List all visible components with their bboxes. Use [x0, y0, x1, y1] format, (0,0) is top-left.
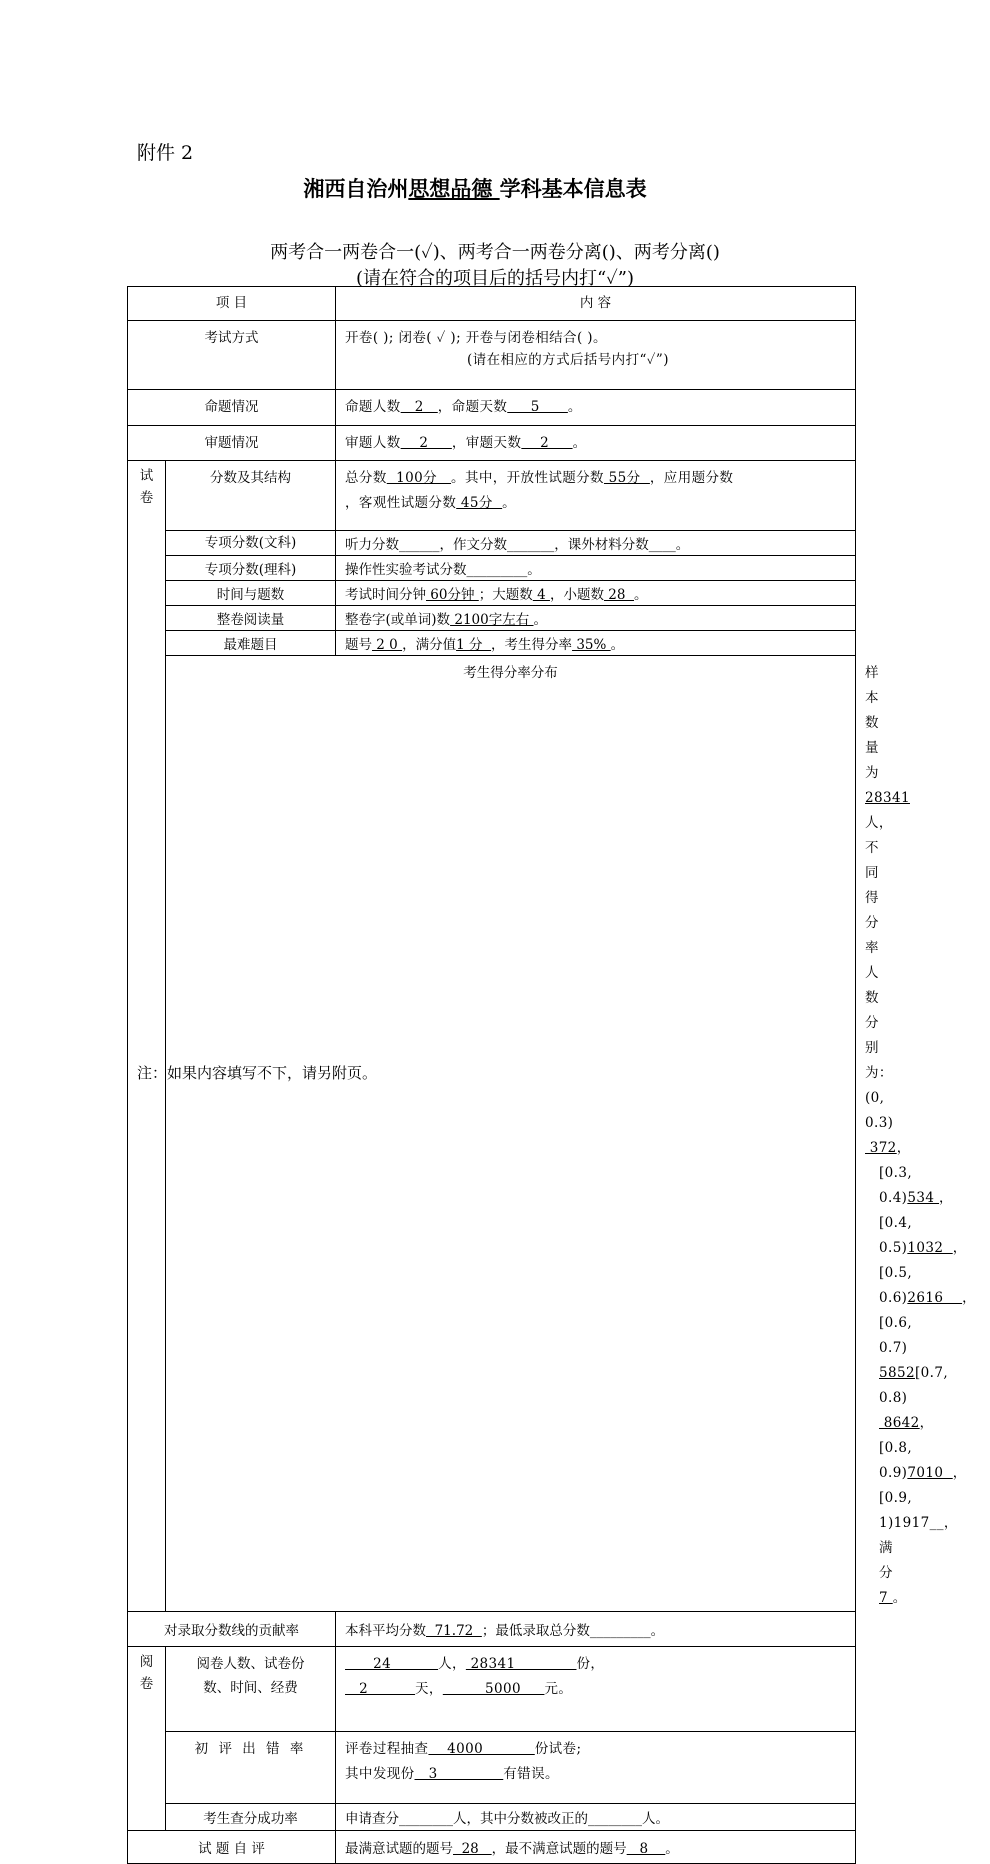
dist-05-06: 2616	[907, 1290, 963, 1306]
dist-text: 样本数量为	[865, 665, 879, 781]
score-open: 55分	[603, 470, 650, 486]
error-text: 有错误。	[503, 1766, 559, 1782]
hardest-text: 题号	[345, 637, 373, 653]
dist-03-04: 534	[907, 1190, 940, 1206]
title-region: 湘西自治州	[303, 177, 409, 201]
hardest-number: 2 0	[372, 637, 403, 653]
contrib-content	[336, 1612, 856, 1647]
error-text: 评卷过程抽查	[345, 1741, 429, 1757]
hardest-text: 。	[610, 637, 625, 653]
dist-line-2	[865, 1161, 976, 1361]
self-eval-content	[336, 1831, 856, 1864]
marking-label-text: 阅卷	[139, 1654, 154, 1692]
hardest-rate: 35%	[572, 637, 611, 653]
special-arts-label: 专项分数(文科)	[166, 531, 336, 556]
exam-mode-content	[336, 321, 856, 390]
header-item: 项 目	[128, 287, 336, 321]
marking-people-label-line: 数、时间、经费	[203, 1680, 298, 1696]
dist-08-09: 7010	[907, 1465, 953, 1481]
self-eval-worst: 8	[626, 1841, 666, 1857]
score-text: ，应用题分数	[649, 470, 734, 486]
time-minutes: 60分钟	[426, 587, 479, 603]
review-content	[336, 426, 856, 461]
review-text: ，审题天数	[451, 435, 522, 451]
proposition-text: ，命题天数	[437, 399, 508, 415]
exam-type-line: 两考合一两卷合一(✓)、两考合一两卷分离()、两考分离()	[270, 242, 720, 263]
dist-text: ，[0.4, 0.5)	[879, 1190, 953, 1256]
dist-06-07: 5852	[879, 1365, 915, 1381]
score-content	[336, 461, 856, 531]
dist-text: ，[0.8, 0.9)	[879, 1415, 934, 1481]
dist-text: ，[0.9, 1)1917__，满分	[879, 1465, 967, 1581]
dist-0-03: 372	[865, 1140, 897, 1156]
score-text: 。其中，开放性试题分数	[451, 470, 604, 486]
proposition-days: 5	[507, 399, 568, 415]
score-label: 分数及其结构	[166, 461, 336, 531]
contrib-text: 本科平均分数	[345, 1623, 427, 1639]
reading-words: 2100字左右	[450, 612, 534, 628]
self-eval-text: 最满意试题的题号	[345, 1841, 454, 1857]
error-sampled: 4000	[428, 1741, 535, 1757]
self-eval-best: 28	[453, 1841, 492, 1857]
dist-text: [0.7, 0.8)	[879, 1365, 949, 1406]
paper-label	[128, 461, 166, 1612]
contrib-avg: 71.72	[426, 1623, 482, 1639]
time-label: 时间与题数	[166, 581, 336, 606]
reading-text: 。	[533, 612, 548, 628]
footnote: 注：如果内容填写不下，请另附页。	[137, 1064, 378, 1082]
reading-text: 整卷字(或单词)数	[345, 612, 451, 628]
score-text: 总分数	[345, 470, 387, 486]
recheck-label: 考生查分成功率	[166, 1804, 336, 1831]
dist-07-08: 8642	[879, 1415, 920, 1431]
error-line-2	[345, 1762, 849, 1787]
score-text: 。	[502, 495, 517, 511]
dist-label: 考生得分率分布	[166, 656, 856, 1612]
reading-label: 整卷阅读量	[166, 606, 336, 631]
marking-papers: 28341	[465, 1656, 577, 1672]
marking-text: 份，	[576, 1656, 605, 1672]
exam-mode-options: 开卷( ); 闭卷( ✓ ); 开卷与闭卷相结合( )。	[345, 330, 607, 346]
proposition-text: 。	[567, 399, 582, 415]
time-text: ；大题数	[478, 587, 533, 603]
error-text: 份试卷;	[534, 1741, 582, 1757]
contrib-label: 对录取分数线的贡献率	[128, 1612, 336, 1647]
marking-people: 24	[345, 1656, 439, 1672]
time-small-questions: 28	[603, 587, 635, 603]
error-found: 3	[414, 1766, 504, 1782]
title-suffix: 学科基本信息表	[499, 177, 647, 201]
hardest-label: 最难题目	[166, 631, 336, 656]
dist-sample: 28341	[865, 790, 910, 806]
review-label: 审题情况	[128, 426, 336, 461]
dist-text: ，[0.6, 0.7)	[879, 1290, 976, 1356]
marking-days: 2	[345, 1681, 415, 1697]
marking-line-2	[345, 1677, 849, 1702]
recheck-content: 申请查分________人，其中分数被改正的________人。	[336, 1804, 856, 1831]
reading-content	[336, 606, 856, 631]
marking-label	[128, 1647, 166, 1831]
marking-people-label	[166, 1647, 336, 1732]
dist-04-05: 1032	[907, 1240, 953, 1256]
time-content	[336, 581, 856, 606]
error-text: 其中发现份	[345, 1766, 415, 1782]
error-label: 初 评 出 错 率	[166, 1732, 336, 1804]
score-objective: 45分	[456, 495, 503, 511]
review-days: 2	[521, 435, 573, 451]
marking-text: 天，	[415, 1681, 443, 1697]
proposition-label: 命题情况	[128, 390, 336, 426]
page-title	[0, 173, 950, 203]
error-line-1	[345, 1737, 849, 1762]
proposition-people: 2	[400, 399, 438, 415]
marking-line-1	[345, 1652, 849, 1677]
dist-text: 。	[892, 1590, 907, 1606]
marking-people-label-line: 阅卷人数、试卷份	[196, 1656, 305, 1672]
marking-text: 元。	[544, 1681, 573, 1697]
dist-text: [0.3, 0.4)	[879, 1165, 913, 1206]
time-text: ，小题数	[549, 587, 604, 603]
dist-text: ，	[896, 1140, 911, 1156]
time-text: 考试时间分钟	[345, 587, 427, 603]
review-text: 审题人数	[345, 435, 401, 451]
dist-text: 人，不同得分率人数分别为：(0, 0.3)	[865, 815, 894, 1131]
dist-full: 7	[879, 1590, 893, 1606]
self-eval-text: ，最不满意试题的题号	[491, 1841, 627, 1857]
special-arts-content: 听力分数______，作文分数_______，课外材料分数____。	[336, 531, 856, 556]
title-subject: 思想品德	[408, 177, 500, 201]
self-eval-text: 。	[665, 1841, 679, 1857]
contrib-text: ；最低录取总分数_________。	[481, 1623, 665, 1639]
marking-content	[336, 1647, 856, 1732]
score-text: ，客观性试题分数	[345, 495, 457, 511]
special-sci-label: 专项分数(理科)	[166, 556, 336, 581]
special-sci-content: 操作性实验考试分数_________。	[336, 556, 856, 581]
hardest-content	[336, 631, 856, 656]
score-total: 100分	[386, 470, 452, 486]
paper-label-text: 试卷	[139, 468, 154, 506]
header-content: 内 容	[336, 287, 856, 321]
time-big-questions: 4	[532, 587, 550, 603]
proposition-text: 命题人数	[345, 399, 401, 415]
self-eval-label: 试 题 自 评	[128, 1831, 336, 1864]
marking-cost: 5000	[442, 1681, 545, 1697]
review-text: 。	[572, 435, 587, 451]
dist-text: ，[0.5, 0.6)	[879, 1240, 967, 1306]
dist-line-3	[865, 1361, 967, 1611]
review-people: 2	[400, 435, 452, 451]
marking-text: 人，	[438, 1656, 466, 1672]
exam-type-instruction: (请在符合的项目后的括号内打“✓”)	[355, 268, 635, 289]
hardest-full-score: 1 分	[456, 637, 492, 653]
attachment-label: 附件 2	[137, 142, 194, 164]
error-content	[336, 1732, 856, 1804]
hardest-text: ，满分值	[402, 637, 457, 653]
exam-mode-instruction: (请在相应的方式后括号内打“✓”)	[467, 352, 669, 368]
hardest-text: ，考生得分率	[491, 637, 573, 653]
proposition-content	[336, 390, 856, 426]
time-text: 。	[634, 587, 648, 603]
exam-mode-label: 考试方式	[128, 321, 336, 390]
